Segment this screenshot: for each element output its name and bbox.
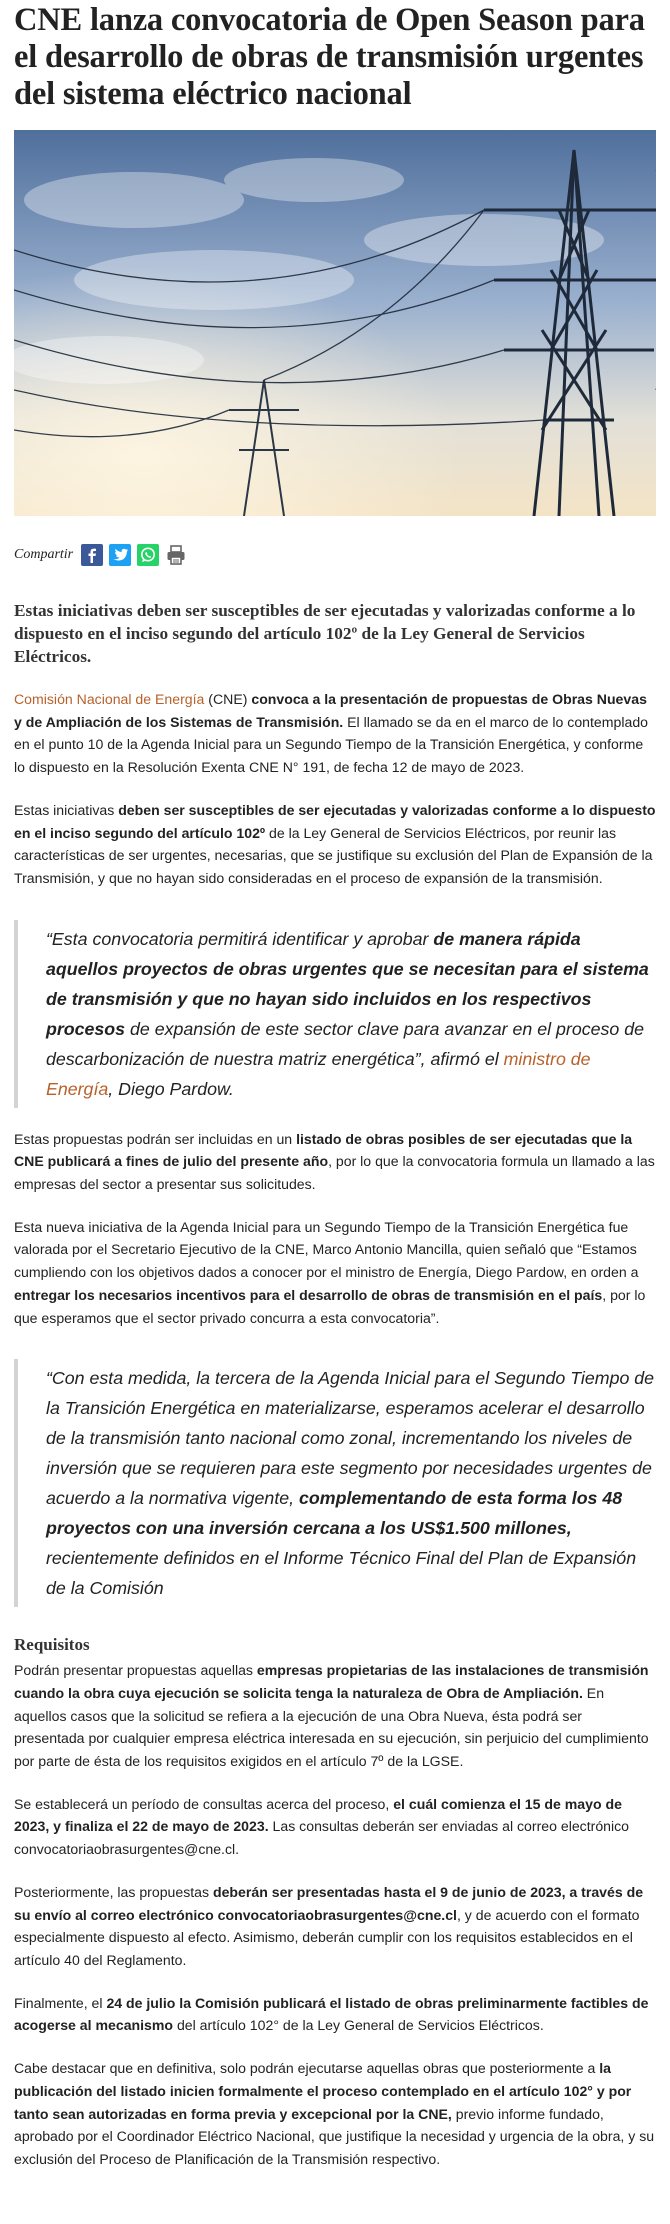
whatsapp-icon[interactable] — [137, 544, 159, 566]
facebook-icon[interactable] — [81, 544, 103, 566]
paragraph-7: Posteriormente, las propuestas deberán ser presentadas hasta el 9 de junio de 2023, a través de su envío al correo electrónico convocatoriaobrasurgentes@cne.cl, y de acuerdo con el formato especialmente dispuesto al efecto. Asimismo, deberán cumplir con los requisitos establecidos en el artículo 40 del Reglamento. — [14, 1883, 644, 1968]
ministro-link[interactable]: ministro de Energía — [46, 1048, 591, 1099]
share-label: Compartir — [14, 547, 74, 562]
cne-link[interactable]: Comisión Nacional de Energía — [14, 691, 205, 707]
article-lead: Estas iniciativas deben ser susceptibles de ser ejecutadas y valorizadas conforme a lo dispuesto en el inciso segundo del artículo 102º de la Ley General de Servicios Eléctricos. — [14, 601, 636, 666]
paragraph-4: Esta nueva iniciativa de la Agenda Inicial para un Segundo Tiempo de la Transición Energética fue valorada por el Secretario Ejecutivo de la CNE, Marco Antonio Mancilla, quien señaló que “Estamos cumpliendo con los objetivos dados a conocer por el ministro de Energía, Diego Pardow, en orden a entregar los necesarios incentivos para el desarrollo de obras de transmisión en el país, por lo que esperamos que el sector privado concurra a esta convocatoria”. — [14, 1218, 646, 1326]
twitter-icon[interactable] — [109, 544, 131, 566]
hero-image — [14, 130, 656, 516]
quote-secretary: “Con esta medida, la tercera de la Agenda Inicial para el Segundo Tiempo de la Transición Energética en materializarse, esperamos acelerar el desarrollo de la transmisión tanto nacional como zonal, incrementando los niveles de inversión que se requieren para este segmento por necesidades urgentes de acuerdo a la normativa vigente, complementando de esta forma los 48 proyectos con una inversión cercana a los US$1.500 millones, recientemente definidos en el Informe Técnico Final del Plan de Expansión de la Comisión — [14, 1359, 656, 1607]
paragraph-5: Podrán presentar propuestas aquellas empresas propietarias de las instalaciones de transmisión cuando la obra cuya ejecución se solicita tenga la naturaleza de Obra de Ampliación. En aquellos casos que la solicitud se refiera a la ejecución de una Obra Nueva, ésta podrá ser presentada por cualquier empresa eléctrica interesada en su ejecución, sin perjuicio del cumplimiento por parte de ésta de los requisitos exigidos en el artículo 7º de la LGSE. — [14, 1662, 649, 1770]
print-icon[interactable] — [165, 544, 187, 566]
share-bar — [14, 542, 656, 568]
paragraph-2: Estas iniciativas deben ser susceptibles de ser ejecutadas y valorizadas conforme a lo dispuesto en el inciso segundo del artículo 102º de la Ley General de Servicios Eléctricos, por reunir las características de ser urgentes, necesarias, que se justifique su exclusión del Plan de Expansión de la Transmisión, y que no hayan sido consideradas en el proceso de expansión de la transmisión. — [14, 801, 656, 886]
paragraph-6: Se establecerá un período de consultas acerca del proceso, el cuál comienza el 15 de mayo de 2023, y finaliza el 22 de mayo de 2023. Las consultas deberán ser enviadas al correo electrónico convocatoriaobrasurgentes@cne.cl. — [14, 1795, 630, 1858]
article-title: CNE lanza convocatoria de Open Season para el desarrollo de obras de transmisión urgentes del sistema eléctrico nacional — [14, 2, 645, 112]
requisitos-heading: Requisitos — [14, 1635, 90, 1655]
paragraph-9: Cabe destacar que en definitiva, solo podrán ejecutarse aquellas obras que posteriormente a la publicación del listado inicien formalmente el proceso contemplado en el artículo 102° y por tanto sean autorizadas en forma previa y excepcional por la CNE, previo informe fundado, aprobado por el Coordinador Eléctrico Nacional, que justifique la necesidad y urgencia de la obra, y su exclusión del Proceso de Planificación de la Transmisión respectivo. — [14, 2060, 655, 2167]
quote-minister: “Esta convocatoria permitirá identificar y aprobar de manera rápida aquellos proyectos de obras urgentes que se necesitan para el sistema de transmisión y que no hayan sido incluidos en los respectivos procesos de expansión de este sector clave para avanzar en el proceso de descarbonización de nuestra matriz energética”, afirmó el ministro de Energía, Diego Pardow. — [14, 920, 656, 1108]
paragraph-8: Finalmente, el 24 de julio la Comisión publicará el listado de obras preliminarmente factibles de acogerse al mecanismo del artículo 102° de la Ley General de Servicios Eléctricos. — [14, 1994, 649, 2034]
paragraph-3: Estas propuestas podrán ser incluidas en un listado de obras posibles de ser ejecutadas que la CNE publicará a fines de julio del presente año, por lo que la convocatoria formula un llamado a las empresas del sector a presentar sus solicitudes. — [14, 1130, 655, 1193]
paragraph-1: Comisión Nacional de Energía (CNE) convoca a la presentación de propuestas de Obras Nuevas y de Ampliación de los Sistemas de Transmisión. El llamado se da en el marco de lo contemplado en el punto 10 de la Agenda Inicial para un Segundo Tiempo de la Transición Energética, y conforme lo dispuesto en la Resolución Exenta CNE N° 191, de fecha 12 de mayo de 2023. — [14, 691, 648, 776]
